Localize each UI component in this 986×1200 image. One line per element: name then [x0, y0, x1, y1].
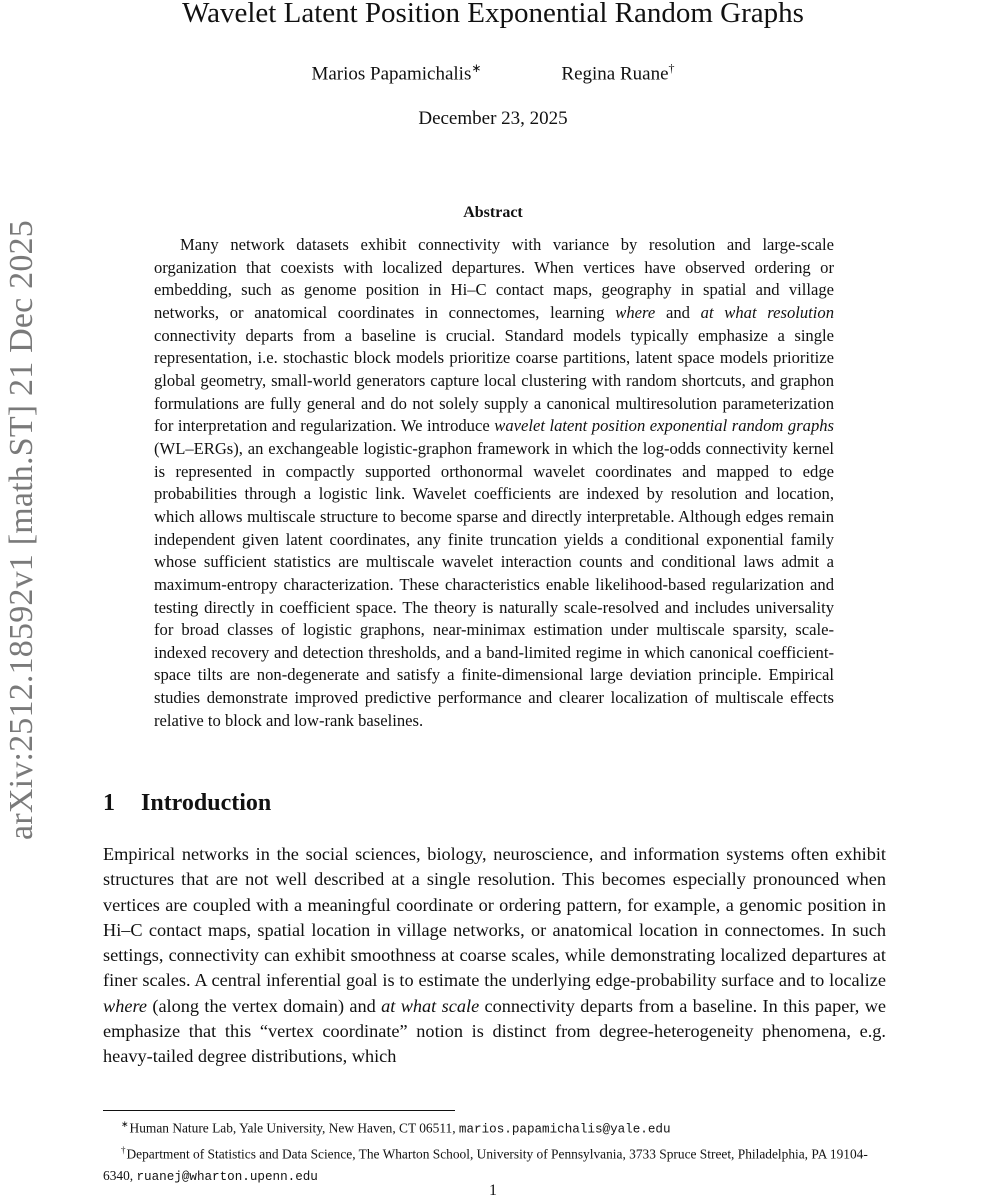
author-list — [0, 61, 986, 85]
author-2-name: Regina Ruane — [561, 63, 669, 85]
intro-text-part-2: (along the vertex domain) and — [147, 995, 382, 1016]
abstract-emphasis-resolution: at what resolution — [700, 302, 834, 322]
author-1-mark: ∗ — [471, 61, 482, 75]
abstract-heading: Abstract — [463, 204, 523, 221]
author-1 — [311, 61, 481, 85]
footnote-2-email[interactable]: ruanej@wharton.upenn.edu — [136, 1169, 318, 1184]
introduction-paragraph — [103, 842, 886, 1070]
arxiv-sidebar — [4, 180, 40, 880]
footnote-divider — [103, 1110, 455, 1111]
author-1-name: Marios Papamichalis — [311, 63, 472, 85]
intro-emphasis-where: where — [103, 995, 147, 1016]
footnote-1-mark: ∗ — [121, 1119, 129, 1129]
paper-title: Wavelet Latent Position Exponential Random Graphs — [182, 0, 804, 29]
intro-text-part-3: connectivity departs from a baseline. In this paper, we emphasize that this “vertex coordinate” notion is distinct from degree-heterogeneity phenomena, e.g. heavy-tailed degree distributions, which — [103, 995, 887, 1067]
intro-text-part-1: Empirical networks in the social sciences, biology, neuroscience, and information systems often exhibit structures that are not well described at a single resolution. This becomes especially pronounced when vertices are coupled with a meaningful coordinate or ordering pattern, for example, a genomic position in Hi–C contact maps, spatial location in village networks, or anatomical location in connectomes. In such settings, connectivity can exhibit smoothness at coarse scales, while demonstrating localized departures at finer scales. A central inferential goal is to estimate the underlying edge-probability surface and to localize — [103, 844, 886, 991]
intro-emphasis-scale: at what scale — [381, 995, 480, 1016]
abstract-emphasis-model-name: wavelet latent position exponential random graphs — [494, 416, 834, 436]
page-number: 1 — [489, 1182, 497, 1199]
section-title: Introduction — [141, 790, 272, 816]
footnote-2 — [103, 1140, 886, 1187]
abstract-text-part-4: (WL–ERGs), an exchangeable logistic-graphon framework in which the log-odds connectivity kernel is represented in compactly supported orthonormal wavelet coordinates and mapped to edge probabilities through a logistic link. Wavelet coefficients are indexed by resolution and location, which allows multiscale structure to become sparse and directly interpretable. Although edges remain independent given latent coordinates, any finite truncation yields a conditional exponential family whose sufficient statistics are multiscale wavelet interaction counts and conditional laws admit a maximum-entropy characterization. These characteristics enable likelihood-based regularization and testing directly in coefficient space. The theory is naturally scale-resolved and includes universality for broad classes of logistic graphons, near-minimax estimation under multiscale sparsity, scale-indexed recovery and detection thresholds, and a band-limited regime in which canonical coefficient-space tilts are non-degenerate and satisfy a finite-dimensional large deviation principle. Empirical studies demonstrate improved predictive performance and clearer localization of multiscale effects relative to block and low-rank baselines. — [154, 438, 834, 730]
abstract-text — [154, 234, 834, 732]
footnote-1-email[interactable]: marios.papamichalis@yale.edu — [458, 1122, 671, 1137]
footnote-2-mark: † — [121, 1145, 126, 1156]
footnotes — [103, 1114, 886, 1188]
paper-date: December 23, 2025 — [418, 108, 568, 129]
author-2 — [561, 61, 674, 85]
section-number: 1 — [103, 790, 115, 816]
author-2-mark: † — [668, 61, 675, 75]
section-heading-introduction — [103, 790, 271, 817]
footnote-1 — [103, 1114, 886, 1140]
arxiv-identifier: arXiv:2512.18592v1 [math.ST] 21 Dec 2025 — [3, 220, 40, 840]
abstract-text-part-1: Many network datasets exhibit connectivity with variance by resolution and large-scale organization that coexists with localized departures. When vertices have observed ordering or embedding, such as genome position in Hi–C contact maps, geography in spatial and village networks, or anatomical coordinates in connectomes, learning — [154, 235, 834, 322]
footnote-1-text: Human Nature Lab, Yale University, New Haven, CT 06511, — [129, 1120, 459, 1136]
footnote-2-text: Department of Statistics and Data Science, The Wharton School, University of Pennsylvania, 3733 Spruce Street, Philadelphia, PA 19104-6340, — [103, 1146, 868, 1183]
abstract-emphasis-where: where — [615, 302, 656, 322]
abstract-text-part-2: and — [655, 302, 701, 322]
abstract-text-part-3: connectivity departs from a baseline is crucial. Standard models typically emphasize a single representation, i.e. stochastic block models prioritize coarse partitions, latent space models prioritize global geometry, small-world generators capture local clustering with random shortcuts, and graphon formulations are fully general and do not solely supply a canonical multiresolution parameterization for interpretation and regularization. We introduce — [154, 325, 834, 436]
